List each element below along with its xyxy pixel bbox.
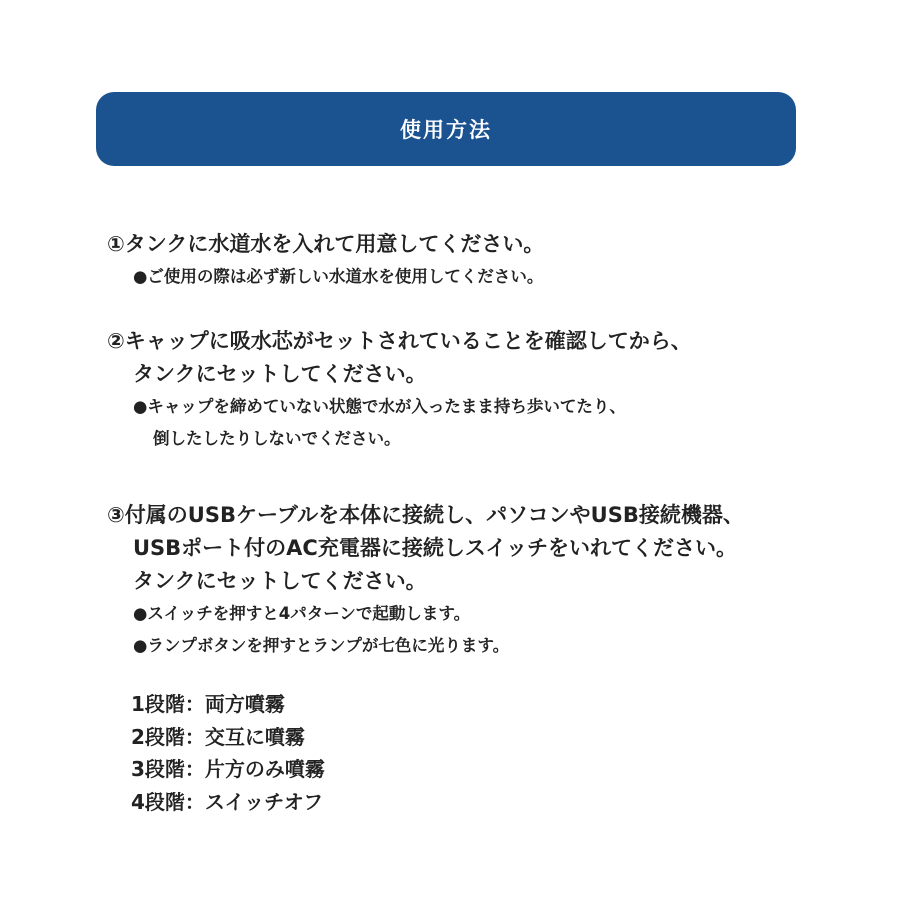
mode-levels (107, 688, 887, 818)
level-1: 1段階：両方噴霧 (131, 692, 285, 716)
step-3-line-3: タンクにセットしてください。 (133, 569, 427, 593)
level-2: 2段階：交互に噴霧 (131, 724, 305, 749)
step-1 (107, 228, 887, 293)
step-2-note-2: 倒したしたりしないでください。 (153, 429, 401, 448)
step-3 (107, 499, 887, 662)
page-title: 使用方法 (400, 118, 492, 142)
step-2-line-2: タンクにセットしてください。 (133, 362, 427, 386)
level-3: 3段階：片方のみ噴霧 (131, 757, 325, 781)
step-1-line-1: ①タンクに水道水を入れて用意してください。 (107, 232, 545, 256)
header-banner (96, 92, 796, 166)
instructions (107, 228, 887, 818)
step-3-line-2: USBポート付のAC充電器に接続しスイッチをいれてください。 (133, 536, 738, 560)
level-4: 4段階：スイッチオフ (131, 789, 324, 814)
step-3-line-1: ③付属のUSBケーブルを本体に接続し、パソコンやUSB接続機器、 (107, 503, 744, 527)
step-1-note-1: ●ご使用の際は必ず新しい水道水を使用してください。 (133, 267, 544, 286)
step-2-line-1: ②キャップに吸水芯がセットされていることを確認してから、 (107, 329, 692, 353)
step-2 (107, 325, 887, 455)
step-3-note-1: ●スイッチを押すと4パターンで起動します。 (133, 604, 471, 623)
step-2-note-1: ●キャップを締めていない状態で水が入ったまま持ち歩いてたり、 (133, 397, 626, 416)
step-3-note-2: ●ランプボタンを押すとランプが七色に光ります。 (133, 636, 510, 655)
